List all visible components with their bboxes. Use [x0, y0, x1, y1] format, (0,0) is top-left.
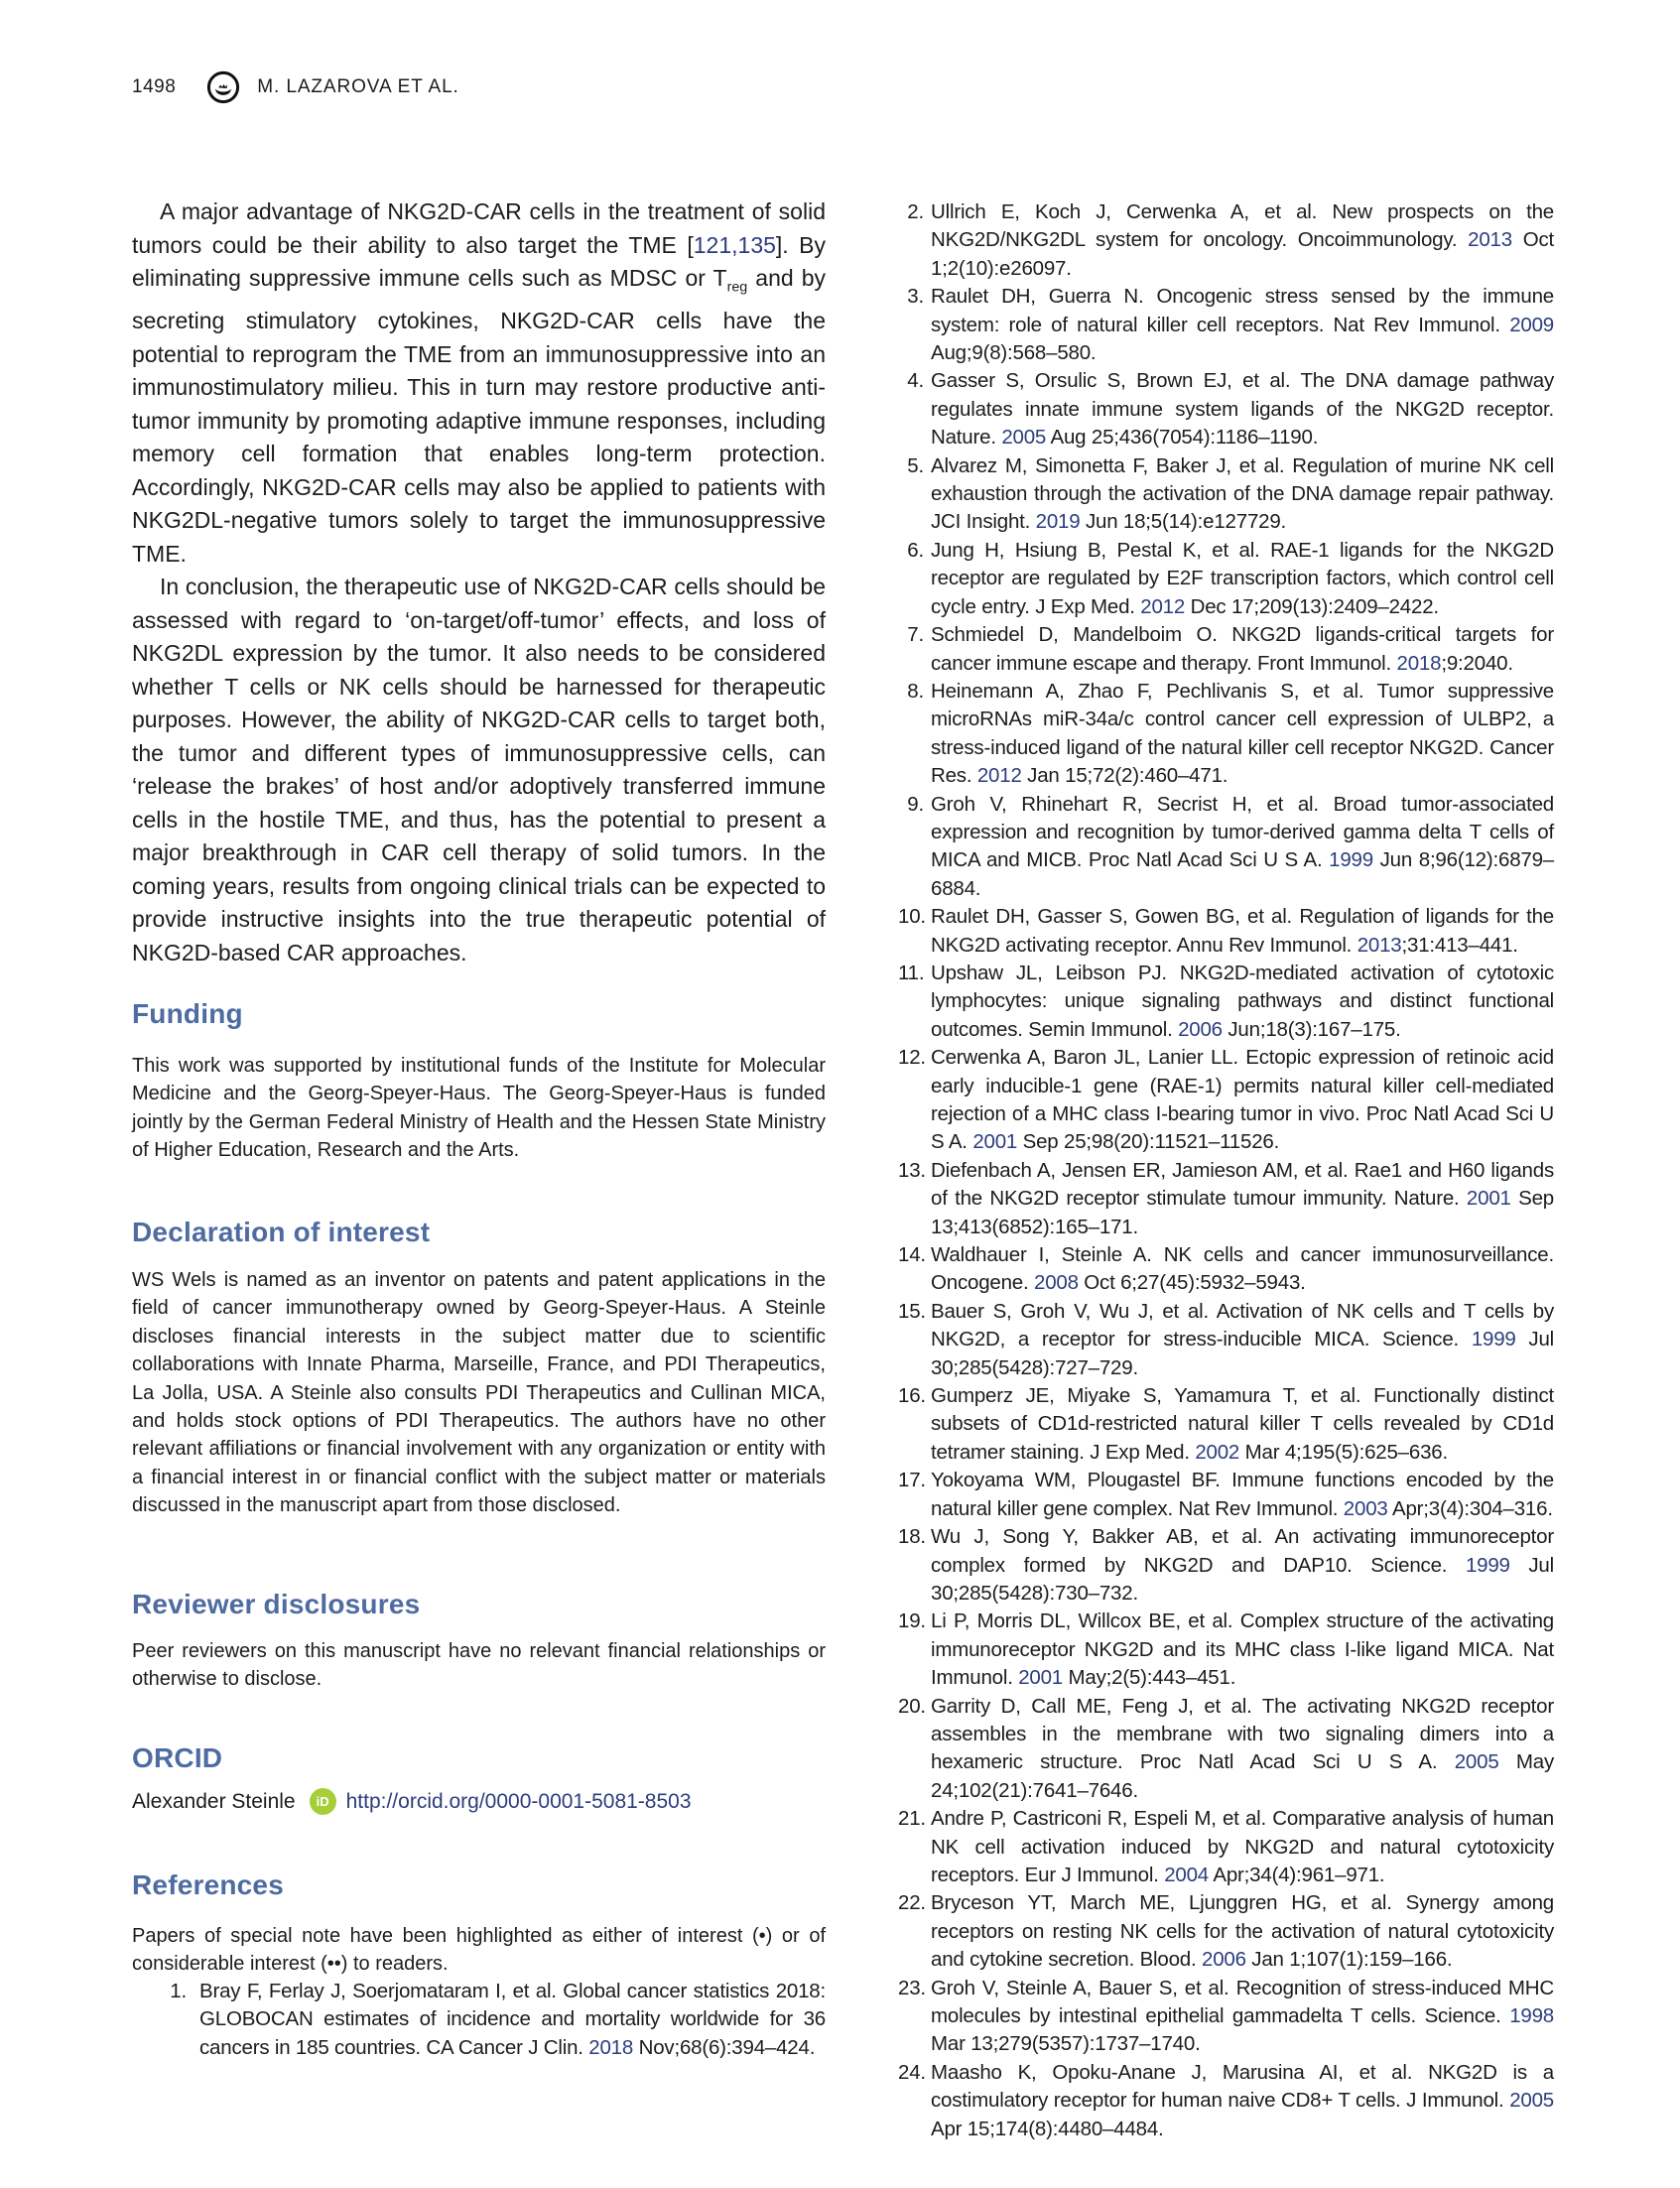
reference-number: 5.	[907, 453, 924, 477]
reference-item	[898, 1382, 1554, 1467]
reference-text	[931, 1977, 1554, 2056]
text-segment: Aug;9(8):568–580.	[931, 341, 1097, 365]
reference-text	[931, 1243, 1554, 1294]
inline-link[interactable]: 1999	[1329, 848, 1373, 872]
reference-item	[898, 537, 1554, 621]
text-segment: ]. By eliminating suppressive immune cells such as MDSC or T	[132, 231, 826, 291]
declaration-of-interest-text: WS Wels is named as an inventor on patents and patent applications in the field of cancer immunotherapy owned by Georg-Speyer-Haus. A Steinle discloses financial interests in the subject matter due to scientific collaborations with Innate Pharma, Marseille, France, and PDI Therapeutics, La Jolla, USA. A Steinle also consults PDI Therapeutics and Cullinan MICA, and holds stock options of PDI Therapeutics. The authors have no other relevant affiliations or financial involvement with any organization or entity with a financial interest in or financial conflict with the subject matter or materials discussed in the manuscript apart from those disclosed.	[132, 1269, 826, 1517]
reference-item	[132, 1978, 826, 2062]
reference-number: 8.	[907, 679, 924, 703]
text-segment: Diefenbach A, Jensen ER, Jamieson AM, et al. Rae1 and H60 ligands of the NKG2D receptor stimulate tumour immunity. Nature.	[931, 1158, 1554, 1211]
reference-number: 6.	[907, 538, 924, 562]
reference-text	[931, 285, 1554, 364]
reference-text	[931, 962, 1554, 1041]
reference-item	[898, 1241, 1554, 1298]
text-segment: Jan 1;107(1):159–166.	[1245, 1948, 1453, 1972]
reference-number: 2.	[907, 200, 924, 223]
text-segment: Groh V, Steinle A, Bauer S, et al. Recognition of stress-induced MHC molecules by intestinal epithelial gammadelta T cells. Science.	[931, 1976, 1554, 2027]
reference-item	[898, 452, 1554, 537]
text-segment: Jul 30;285(5428):730–732.	[931, 1553, 1554, 1605]
text-segment: Schmiedel D, Mandelboim O. NKG2D ligands-critical targets for cancer immune escape and therapy. Front Immunol.	[931, 623, 1554, 675]
text-segment: Jun;18(3):167–175.	[1222, 1017, 1401, 1041]
inline-link[interactable]: 2013	[1357, 933, 1402, 957]
references-note: Papers of special note have been highlighted as either of interest (•) or of considerable interest (••) to readers.	[132, 1925, 826, 1976]
reference-item	[898, 1975, 1554, 2059]
reference-number: 1.	[170, 1980, 187, 2002]
text-segment: Jan 15;72(2):460–471.	[1021, 764, 1228, 788]
right-column	[898, 0, 1554, 2188]
reference-text	[931, 623, 1554, 674]
reference-text	[931, 1695, 1554, 1802]
reference-item	[898, 960, 1554, 1044]
text-segment: Maasho K, Opoku-Anane J, Marusina AI, et al. NKG2D is a costimulatory receptor for human naive CD8+ T cells. J Immunol.	[931, 2060, 1554, 2113]
reference-text	[931, 1159, 1554, 1238]
reference-number: 7.	[907, 623, 924, 647]
text-segment: Jul 30;285(5428):727–729.	[931, 1328, 1554, 1379]
reference-text	[931, 793, 1554, 900]
text-segment: Apr;34(4):961–971.	[1209, 1863, 1385, 1886]
orcid-link[interactable]: http://orcid.org/0000-0001-5081-8503	[345, 1789, 692, 1813]
reference-number: 18.	[898, 1525, 926, 1549]
inline-link[interactable]: 2002	[1195, 1440, 1240, 1464]
reference-number: 12.	[898, 1046, 926, 1070]
running-head: M. LAZAROVA ET AL.	[257, 76, 459, 97]
reference-number: 16.	[898, 1384, 926, 1408]
text-segment: Raulet DH, Gasser S, Gowen BG, et al. Regulation of ligands for the NKG2D activating receptor. Annu Rev Immunol.	[931, 905, 1554, 957]
reference-item	[898, 1608, 1554, 1692]
reference-item	[898, 678, 1554, 791]
reference-item	[898, 791, 1554, 904]
reference-number: 24.	[898, 2060, 926, 2084]
text-segment: ;31:413–441.	[1401, 933, 1518, 957]
text-segment: Cerwenka A, Baron JL, Lanier LL. Ectopic expression of retinoic acid early inducible-1 gene (RAE-1) permits natural killer cell-mediated rejection of a MHC class I-bearing tumor in vivo. Proc Natl Acad Sci U S A.	[931, 1046, 1554, 1154]
reference-text	[931, 1384, 1554, 1464]
reference-number: 15.	[898, 1299, 926, 1323]
text-segment: Apr;3(4):304–316.	[1387, 1496, 1553, 1520]
reference-text	[931, 1891, 1554, 1971]
inline-link[interactable]: 2006	[1178, 1017, 1223, 1041]
orcid-author-name: Alexander Steinle	[132, 1789, 296, 1813]
text-segment: Upshaw JL, Leibson PJ. NKG2D-mediated activation of cytotoxic lymphocytes: unique signaling pathways and distinct functional outcomes. Semin Immunol.	[931, 961, 1554, 1041]
inline-link[interactable]: 2018	[588, 2035, 634, 2059]
reference-number: 3.	[907, 285, 924, 309]
text-segment: May 24;102(21):7641–7646.	[931, 1750, 1554, 1802]
reference-text	[931, 539, 1554, 618]
text-segment: Li P, Morris DL, Willcox BE, et al. Complex structure of the activating immunoreceptor NKG2D and its MHC class I-like ligand MICA. Nat Immunol.	[931, 1609, 1554, 1690]
reviewer-disclosures-text: Peer reviewers on this manuscript have no relevant financial relationships or otherwise to disclose.	[132, 1640, 826, 1691]
text-segment: Raulet DH, Guerra N. Oncogenic stress sensed by the immune system: role of natural killer cell receptors. Nat Rev Immunol.	[931, 285, 1554, 336]
reference-number: 20.	[898, 1694, 926, 1718]
reference-number: 10.	[898, 905, 926, 929]
inline-link[interactable]: 121,135	[693, 231, 776, 258]
inline-link[interactable]: 2001	[1018, 1666, 1064, 1690]
text-segment: Waldhauer I, Steinle A. NK cells and cancer immunosurveillance. Oncogene.	[931, 1243, 1554, 1295]
reference-text	[931, 905, 1554, 956]
reference-item	[898, 1889, 1554, 1974]
reference-number: 9.	[907, 792, 924, 816]
text-segment: Yokoyama WM, Plougastel BF. Immune functions encoded by the natural killer gene complex. Nat Rev Immunol.	[931, 1469, 1554, 1520]
inline-link[interactable]: 2012	[976, 764, 1022, 788]
reference-list-right	[898, 198, 1554, 2143]
reference-number: 14.	[898, 1243, 926, 1267]
inline-link[interactable]: 2001	[1466, 1187, 1511, 1211]
reference-text	[931, 1300, 1554, 1379]
text-segment: Oct 6;27(45):5932–5943.	[1078, 1271, 1306, 1295]
text-segment: Heinemann A, Zhao F, Pechlivanis S, et al. Tumor suppressive microRNAs miR-34a/c control cancer cell expression of ULBP2, a stress-induced ligand of the natural killer cell receptor NKG2D. Cancer Res.	[931, 679, 1554, 788]
reference-text	[931, 2061, 1554, 2140]
text-segment: Aug 25;436(7054):1186–1190.	[1046, 426, 1319, 450]
text-segment: Gumperz JE, Miyake S, Yamamura T, et al. Functionally distinct subsets of CD1d-restricted natural killer T cells revealed by CD1d tetramer staining. J Exp Med.	[931, 1384, 1554, 1464]
reference-item	[898, 621, 1554, 678]
text-segment: Ullrich E, Koch J, Cerwenka A, et al. New prospects on the NKG2D/NKG2DL system for oncology. Oncoimmunology.	[931, 200, 1554, 252]
reference-text	[931, 1525, 1554, 1605]
section-heading-funding: Funding	[132, 998, 243, 1029]
text-segment: In conclusion, the therapeutic use of NKG2D-CAR cells should be assessed with regard to ‘on-target/off-tumor’ effects, and loss of NKG2DL expression by the tumor. It also needs to be considered whether T cells or NK cells should be harnessed for therapeutic purposes. However, the ability of NKG2D-CAR cells to target both, the tumor and different types of immunosuppressive cells, can ‘release the brakes’ of host and/or adoptively transferred immune cells in the hostile TME, and thus, has the potential to present a major breakthrough in CAR cell therapy of solid tumors. In the coming years, results from ongoing clinical trials can be expected to provide instructive insights into the true therapeutic potential of NKG2D-based CAR approaches.	[132, 574, 826, 965]
text-segment: Alvarez M, Simonetta F, Baker J, et al. Regulation of murine NK cell exhaustion through the activation of the DNA damage repair pathway. JCI Insight.	[931, 453, 1554, 534]
body-paragraph	[132, 571, 826, 969]
inline-link[interactable]: 2004	[1164, 1863, 1209, 1886]
reference-number: 21.	[898, 1807, 926, 1831]
reference-item	[898, 1298, 1554, 1382]
reference-text	[931, 1609, 1554, 1689]
body-paragraph	[132, 195, 826, 571]
inline-link[interactable]: 1998	[1509, 2004, 1554, 2027]
reference-item	[898, 2059, 1554, 2143]
inline-link[interactable]: 2018	[1396, 651, 1442, 675]
reference-text	[931, 454, 1554, 534]
text-segment: Mar 4;195(5):625–636.	[1239, 1440, 1448, 1464]
text-segment: Wu J, Song Y, Bakker AB, et al. An activating immunoreceptor complex formed by NKG2D and DAP10. Science.	[931, 1525, 1554, 1577]
text-segment: Sep 25;98(20):11521–11526.	[1017, 1130, 1280, 1154]
orcid-icon: iD	[310, 1788, 336, 1815]
reference-item	[898, 283, 1554, 367]
inline-link[interactable]: 1999	[1471, 1328, 1516, 1351]
reference-item	[898, 1805, 1554, 1889]
inline-link[interactable]: 2005	[1454, 1750, 1499, 1774]
reference-text	[931, 680, 1554, 787]
inline-link[interactable]: 2001	[972, 1130, 1018, 1154]
reference-item	[898, 198, 1554, 283]
text-segment: Apr 15;174(8):4480–4484.	[931, 2117, 1164, 2140]
inline-link[interactable]: 1999	[1465, 1553, 1510, 1577]
text-segment: A major advantage of NKG2D-CAR cells in the treatment of solid tumors could be their ability to also target the TME [	[132, 198, 826, 258]
reference-list-left	[132, 1978, 826, 2062]
left-column	[132, 0, 826, 2188]
reference-number: 11.	[898, 961, 925, 984]
text-segment: Jung H, Hsiung B, Pestal K, et al. RAE-1 ligands for the NKG2D receptor are regulated by E2F transcription factors, which control cell cycle entry. J Exp Med.	[931, 538, 1554, 618]
reference-number: 23.	[898, 1976, 926, 1999]
reference-number: 4.	[907, 369, 924, 393]
inline-link[interactable]: 2019	[1035, 510, 1081, 534]
reference-number: 19.	[898, 1609, 926, 1633]
text-segment: Gasser S, Orsulic S, Brown EJ, et al. The DNA damage pathway regulates innate immune system ligands of the NKG2D receptor. Nature.	[931, 369, 1554, 450]
inline-link[interactable]: 2013	[1468, 228, 1512, 252]
section-heading-references: References	[132, 1869, 284, 1900]
text-segment: Dec 17;209(13):2409–2422.	[1185, 594, 1439, 618]
text-segment: Bauer S, Groh V, Wu J, et al. Activation of NK cells and T cells by NKG2D, a receptor for stress-inducible MICA. Science.	[931, 1299, 1554, 1351]
page-number: 1498	[132, 76, 177, 97]
inline-link[interactable]: 2008	[1034, 1271, 1079, 1295]
reference-item	[898, 1523, 1554, 1608]
reference-text	[931, 1469, 1554, 1519]
text-segment: May;2(5):443–451.	[1063, 1666, 1236, 1690]
inline-link[interactable]: 2006	[1202, 1948, 1246, 1972]
reference-text	[931, 1046, 1554, 1153]
reference-item	[898, 367, 1554, 451]
reference-item	[898, 903, 1554, 960]
section-heading-orcid: ORCID	[132, 1742, 223, 1773]
reference-number: 22.	[898, 1891, 926, 1915]
funding-text: This work was supported by institutional funds of the Institute for Molecular Medicine and the Georg-Speyer-Haus. The Georg-Speyer-Haus is funded jointly by the German Federal Ministry of Health and the Hessen State Ministry of Higher Education, Research and the Arts.	[132, 1055, 826, 1162]
section-heading-reviewer-disclosures: Reviewer disclosures	[132, 1589, 421, 1619]
text-segment: ;9:2040.	[1441, 651, 1513, 675]
orcid-line	[132, 1788, 826, 1815]
text-segment: Bray F, Ferlay J, Soerjomataram I, et al. Global cancer statistics 2018: GLOBOCAN estimates of incidence and mortality worldwide for 36 cancers in 185 countries. CA Cancer J Clin.	[199, 1980, 826, 2059]
body-paragraphs	[132, 195, 826, 969]
section-heading-declaration-of-interest: Declaration of interest	[132, 1217, 431, 1247]
subscript-text: reg	[726, 279, 748, 296]
inline-link[interactable]: 2012	[1140, 594, 1186, 618]
inline-link[interactable]: 2005	[1509, 2089, 1554, 2113]
reference-item	[898, 1044, 1554, 1157]
reference-text	[931, 369, 1554, 449]
text-segment: and by secreting stimulatory cytokines, NKG2D-CAR cells have the potential to reprogram the TME from an immunosuppressive into an immunostimulatory milieu. This in turn may restore productive anti-tumor immunity by promoting adaptive immune responses, including memory cell formation that enables long-term protection. Accordingly, NKG2D-CAR cells may also be applied to patients with NKG2DL-negative tumors solely to target the immunosuppressive TME.	[132, 265, 826, 567]
text-segment: Sep 13;413(6852):165–171.	[931, 1187, 1554, 1238]
reference-item	[898, 1467, 1554, 1523]
text-segment: Oct 1;2(10):e26097.	[931, 228, 1554, 280]
reference-item	[898, 1693, 1554, 1806]
text-segment: Mar 13;279(5357):1737–1740.	[931, 2032, 1201, 2056]
reference-text	[199, 1980, 826, 2059]
inline-link[interactable]: 2005	[1001, 426, 1047, 450]
text-segment: Jun 18;5(14):e127729.	[1080, 510, 1287, 534]
reference-number: 17.	[898, 1469, 926, 1492]
inline-link[interactable]: 2003	[1343, 1496, 1388, 1520]
reference-text	[931, 200, 1554, 280]
text-segment: Nov;68(6):394–424.	[633, 2035, 816, 2059]
text-segment: Garrity D, Call ME, Feng J, et al. The activating NKG2D receptor assembles in the membrane with two signaling dimers into a hexameric structure. Proc Natl Acad Sci U S A.	[931, 1694, 1554, 1774]
inline-link[interactable]: 2009	[1509, 313, 1554, 336]
reference-text	[931, 1807, 1554, 1886]
text-segment: Jun 8;96(12):6879–6884.	[931, 848, 1554, 900]
reference-item	[898, 1157, 1554, 1241]
text-segment: Andre P, Castriconi R, Espeli M, et al. Comparative analysis of human NK cell activation induced by NKG2D and natural cytotoxicity receptors. Eur J Immunol.	[931, 1807, 1554, 1886]
reference-number: 13.	[898, 1158, 926, 1182]
text-segment: Groh V, Rhinehart R, Secrist H, et al. Broad tumor-associated expression and recognition by tumor-derived gamma delta T cells of MICA and MICB. Proc Natl Acad Sci U S A.	[931, 792, 1554, 872]
text-segment: Bryceson YT, March ME, Ljunggren HG, et al. Synergy among receptors on resting NK cells for the activation of natural cytotoxicity and cytokine secretion. Blood.	[931, 1891, 1554, 1972]
